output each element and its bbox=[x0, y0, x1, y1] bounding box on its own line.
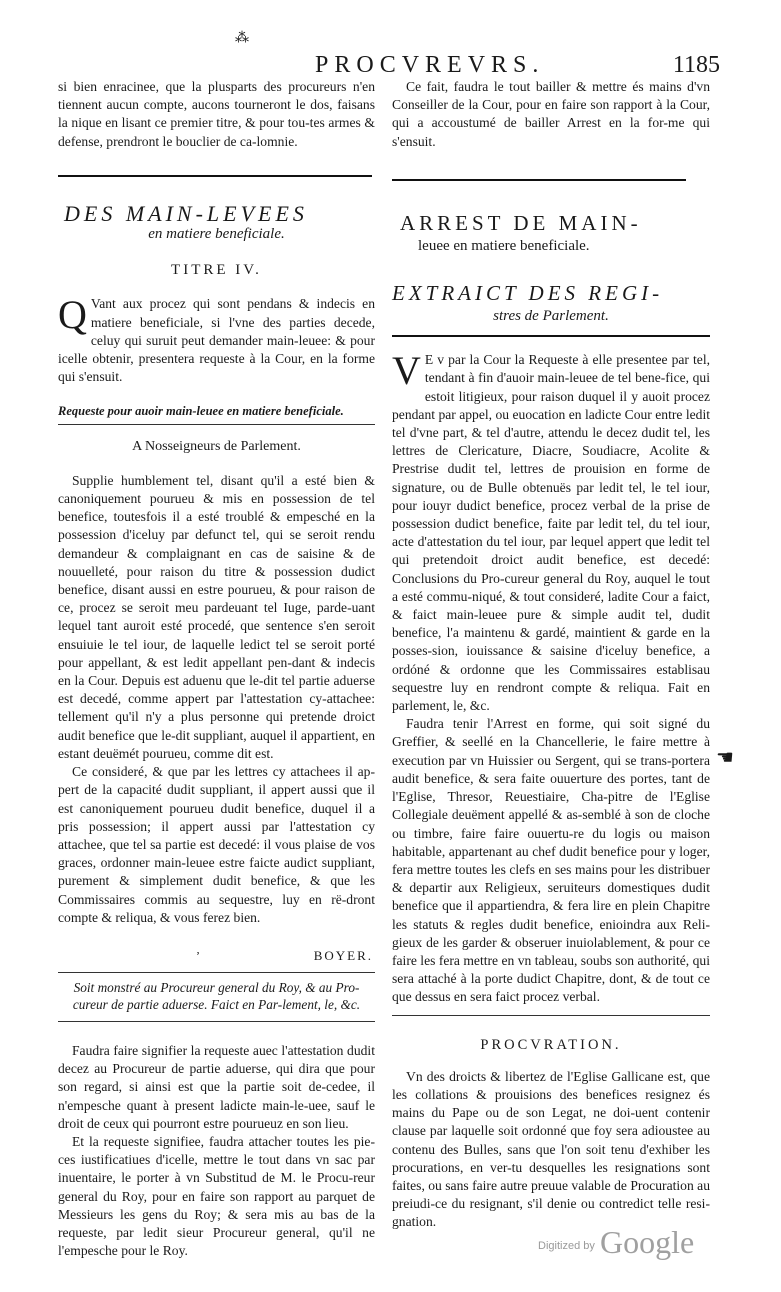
section-subtitle: en matiere beneficiale. bbox=[148, 226, 285, 243]
manicule-icon: ☚ bbox=[716, 747, 734, 769]
signoff-boyer: BOYER. bbox=[313, 947, 373, 963]
section-rule bbox=[58, 175, 372, 177]
extraict-subtitle: stres de Parlement. bbox=[493, 308, 609, 325]
left-column bbox=[58, 78, 375, 1260]
extraict-title: EXTRAICT DES REGI- bbox=[392, 281, 664, 306]
opening-paragraph bbox=[58, 292, 375, 386]
ornament-icon: ⁂ bbox=[235, 31, 249, 46]
google-watermark: Google bbox=[600, 1224, 695, 1260]
left-paragraph-3: Faudra faire signifier la requeste auec l'attestation dudit decez au Procureur de partie aduerse, qui dira que pour son regard, si ainsi est que la partie soit de-cedee, il n'empesche quant à present ladicte main-le-uee, sauf le droit de ceux qui pourront estre pourueuz en son lieu. bbox=[58, 1042, 375, 1131]
right-top-rule bbox=[392, 179, 686, 181]
arrest-title: ARREST DE MAIN- bbox=[400, 210, 642, 235]
requeste-heading: Requeste pour auoir main-leuee en matiere beneficiale. bbox=[58, 404, 344, 419]
dropcap-v: V bbox=[392, 348, 421, 394]
left-intro-paragraph: si bien enracinee, que la plusparts des procureurs n'en tiennent aucun compte, aucons tourneront le dos, faisans la nique en lisant ce premier titre, & pour tou-tes armes & defense, prendront le bouclier de ca-lomnie. bbox=[58, 79, 375, 149]
page-number: 1185 bbox=[672, 52, 720, 78]
procuration-rule bbox=[392, 1015, 710, 1016]
italic-note: Soit monstré au Procureur general du Roy, & au Pro-cureur de partie aduerse. Faict en Par-lement, le, &c. bbox=[72, 979, 361, 1012]
signoff-mark: ʼ bbox=[196, 948, 200, 963]
note-rule bbox=[58, 1021, 375, 1022]
right-intro-paragraph: Ce fait, faudra le tout bailler & mettre és mains d'vn Conseiller de la Cour, pour en faire son rapport à la Cour, qui a accoustumé de bailler Arrest en la for-me qui s'ensuit. bbox=[392, 79, 710, 149]
execution-paragraph: Faudra tenir l'Arrest en forme, qui soit signé du Greffier, & seellé en la Chancellerie, le faire mettre à execution par vn Huissier ou Sergent, qui se trans-portera audit benefice, & sera faite ouuerture des portes, tant de l'Eglise, Thresor, Reuestiaire, Cha-pitre de l'Eglise Collegiale deuëment appellé & as-semblé à son de cloche ou timbre, faire faire ouuertu-re du logis ou maison habitable, appartenant au chef dudit benefice pour y loger, fera mettre toutes les clefs en ses mains pour les distribuer & departir aux Religieux, seruiteurs domestiques dudit benefice que il appartiendra, & fera lire en plein Chapitre les statuts & regles dudit benefice, enioindra aux Reli-gieux de les garder & obseruer inuiolablement, & pour ce faire les fera mettre en vn tableau, soubs son authorité, qui sera attaché à la porte dudict Chapitre, dont, & de tout ce que dessus en sera faict procez verbal. bbox=[392, 716, 710, 1005]
titre-heading: TITRE IV. bbox=[171, 262, 262, 279]
section-title: DES MAIN-LEVEES bbox=[64, 200, 308, 226]
requeste-paragraph-2: Ce consideré, & que par les lettres cy attachees il ap-pert de la capacité dudit suppliant, il appert aussi que il est canoniquement pourueu dudit benefice, duquel il a pris possession; il appert aussi par l'attestation cy attachee, que tel sa partie est decedé: il vous plaise de vos graces, ordonner main-leuee estre faicte audict suppliant, purement & simplement dudit benefice, & que les Commissaires commis au sequestre, luy en rë-dront compte & reliqua, & vous ferez bien. bbox=[58, 764, 375, 925]
opening-text: Vant aux procez qui sont pendans & indecis en matiere beneficiale, si l'vne des parties decede, celuy qui suruit peut demander main-leuee: & pour icelle obtenir, presentera requeste à la Cour, en la forme qui s'ensuit. bbox=[58, 296, 375, 385]
running-title: PROCVREVRS. bbox=[315, 52, 545, 78]
arrest-text: E v par la Cour la Requeste à elle presentee par tel, tendant à fin d'auoir main-leuee de tel bene-fice, qui estoit litigieux, pour raison duquel il y auoit procez pendant par appel, ou euocation en ladicte Cour entre ledit tel d'vne part, & tel d'autre, attendu le decez dudit tel, les lettres de Clericature, Diacre, Soudiacre, Acolite & Prestrise dudit tel, lettres de prouision en forme de signature, ou de Bulle obtenuës par ledit tel, le tel iour, pour iouyr dudict benefice, procez verbal de la prise de possession dudict benefice, faite par ledit tel, du tel iour, acte d'attestation du tel iour, par lequel appert que ledit tel qui pretendoit droict audit benefice, est decedé: Conclusions du Pro-cureur general du Roy, auquel le tout a esté commu-niqué, & tout consideré, ladite Cour a faict, & faict main-leuee pure & simple audit tel, dudit benefice, l'a maintenu & gardé, maintient & garde en la posses-sion, iouissance & saisine d'iceluy benefice, a ordóné & ordonne que les Commissaires establisau sequestre luy en rendront compte & reliqua. Fait en parlement, le, &c. bbox=[392, 352, 710, 714]
left-paragraph-4: Et la requeste signifiee, faudra attacher toutes les pie-ces iustificatiues d'icelle, mettre le tout dans vn sac par inuentaire, le porter à vn Substitud de M. le Procu-reur general du Roy, pour en faire son rapport au parquet de Messieurs les gens du Roy; & sera mis au bas de la requeste, par ledit sieur Procureur general, qu'il ne l'empesche pour le Roy. bbox=[58, 1133, 375, 1259]
procuration-paragraph: Vn des droicts & libertez de l'Eglise Gallicane est, que les collations & prouisions des benefices resignez és mains du Pape ou de son Legat, ne doi-uent contenir clause par laquelle soit ordonné que foy sera adioustee au contenu des Bulles, sans que l'on soit tenu d'exhiber les procurations, en ver-tu desquelles les resignations sont faites, ou sans faire autre preuue valable de Procuration au preiudi-ce du resignant, s'il denie ou contredict telle resi-gnation. bbox=[392, 1068, 710, 1230]
arrest-subtitle: leuee en matiere beneficiale. bbox=[418, 237, 590, 254]
signoff-row bbox=[58, 941, 375, 969]
addressee: A Nosseigneurs de Parlement. bbox=[132, 438, 301, 454]
requeste-paragraph-1: Supplie humblement tel, disant qu'il a esté bien & canoniquement pourueu & mis en possession de tel benefice, toutesfois il a esté troublé & empesché en la possession d'iceluy par defunct tel, qui se seroit rendu demandeur & complaignant en cas de saisine & de nouuelleté, pour raison du titre & possession dudict benefice, disant aussi en estre pourueu, & pour raison de ce, procez se seroit meu pardeuant tel Iuge, parde-uant lequel tant auroit esté procedé, que sentence s'en seroit ensuiuie le tel iour, de laquelle ledict tel se seroit porté pour appellant, & est ledit appellant pen-dant & indecis en la Cour. Depuis est aduenu que le-dit tel partie aduerse est decedé, comme appert par l'attestation cy-attachee: tellement qu'il n'y a plus personne qui pretende droict audit benefice que le-dit suppliant, auquel il appartient, en estant deuëmét pourueu, comme dit est. bbox=[58, 472, 375, 761]
procuration-title: PROCVRATION. bbox=[480, 1036, 622, 1053]
heading-rule bbox=[58, 424, 375, 425]
extraict-rule bbox=[392, 335, 710, 337]
right-column bbox=[392, 78, 710, 1232]
digitized-by-label: Digitized by bbox=[538, 1240, 595, 1252]
dropcap-q: Q bbox=[58, 292, 87, 338]
arrest-paragraph bbox=[392, 348, 710, 715]
signoff-rule bbox=[58, 972, 375, 973]
